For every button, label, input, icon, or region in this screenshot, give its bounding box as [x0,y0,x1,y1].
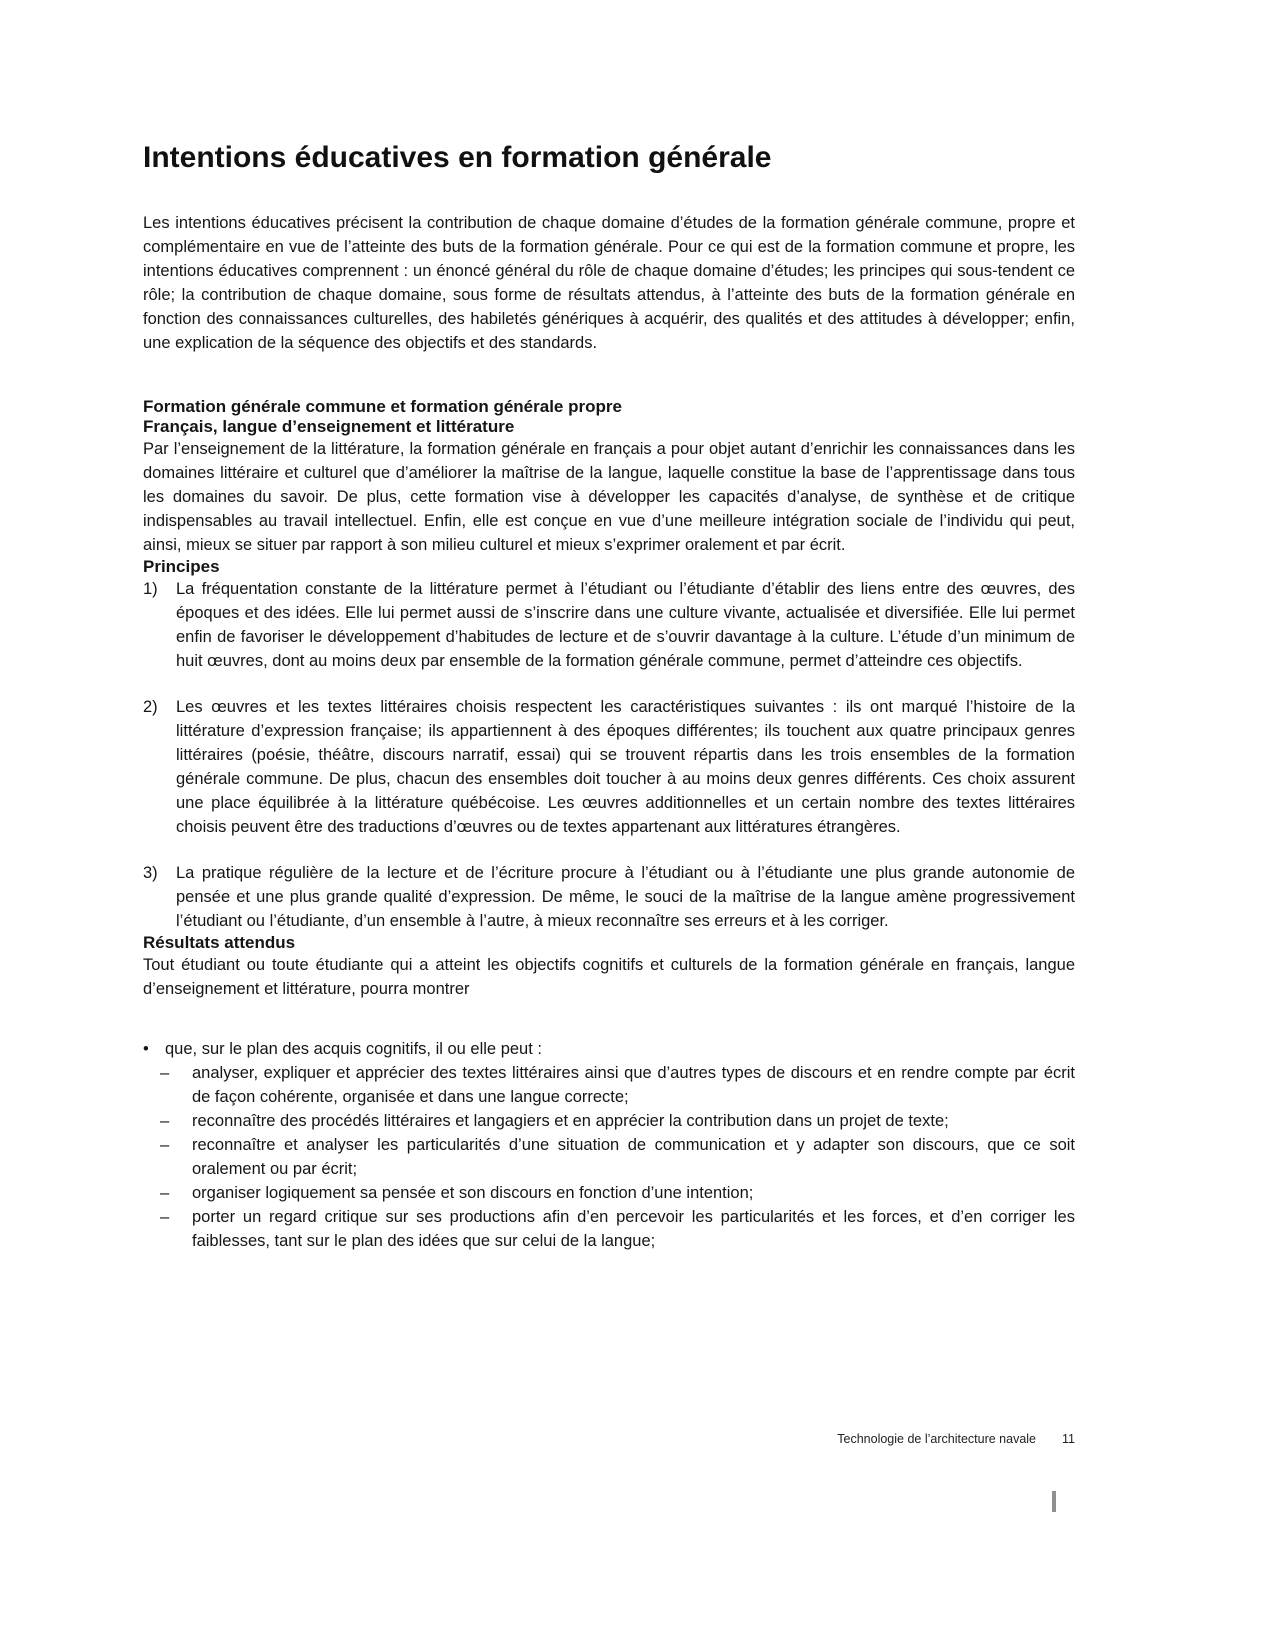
results-bullet-item [143,1037,1075,1061]
results-dash-item-4 [143,1181,1075,1205]
results-dash-text-3: reconnaître et analyser les particularités d’une situation de communication et y adapter son discours, que ce soit oralement ou par écrit; [192,1136,1075,1178]
results-bullet-text: que, sur le plan des acquis cognitifs, il ou elle peut : [165,1040,542,1058]
footer-page-number: 11 [1062,1432,1075,1446]
principle-text-1: La fréquentation constante de la littérature permet à l’étudiant ou l’étudiante d’établir des liens entre des œuvres, des époques et des idées. Elle lui permet aussi de s’inscrire dans une culture vivante, actualisée et diversifiée. Elle lui permet enfin de favoriser le développement d’habitudes de lecture et de s’ouvrir davantage à la culture. L’étude d’un minimum de huit œuvres, dont au moins deux par ensemble de la formation générale commune, permet d’atteindre ces objectifs. [176,580,1075,670]
results-dash-text-2: reconnaître des procédés littéraires et langagiers et en apprécier la contribution dans un projet de texte; [192,1112,949,1130]
dash-icon: – [160,1208,170,1226]
dash-icon: – [160,1064,170,1082]
results-dash-item-3 [143,1133,1075,1181]
principle-item-1 [143,577,1075,673]
dash-icon: – [160,1112,170,1130]
page-footer [837,1432,1075,1446]
principle-number-2: 2) [143,698,158,716]
subsection-heading-francais: Français, langue d’enseignement et littérature [143,417,515,436]
intro-paragraph: Les intentions éducatives précisent la contribution de chaque domaine d’études de la formation générale commune, propre et complémentaire en vue de l’atteinte des buts de la formation générale. Pour ce qui est de la formation commune et propre, les intentions éducatives comprennent : un énoncé général du rôle de chaque domaine d’études; les principes qui sous-tendent ce rôle; la contribution de chaque domaine, sous forme de résultats attendus, à l’atteinte des buts de la formation générale en fonction des connaissances culturelles, des habiletés génériques à acquérir, des qualités et des attitudes à développer; enfin, une explication de la séquence des objectifs et des standards. [143,214,1075,352]
principle-text-3: La pratique régulière de la lecture et de l’écriture procure à l’étudiant ou à l’étudiante une plus grande autonomie de pensée et une plus grande qualité d’expression. De même, le souci de la maîtrise de la langue amène progressivement l’étudiant ou l’étudiante, d’un ensemble à l’autre, à mieux reconnaître ses erreurs et à les corriger. [176,864,1075,930]
results-dash-item-2 [143,1109,1075,1133]
results-intro-paragraph: Tout étudiant ou toute étudiante qui a atteint les objectifs cognitifs et culturels de la formation générale en français, langue d’enseignement et littérature, pourra montrer [143,956,1075,998]
section-heading-formation: Formation générale commune et formation générale propre [143,397,622,416]
principle-number-3: 3) [143,864,158,882]
results-dash-item-1 [143,1061,1075,1109]
principle-item-3 [143,861,1075,933]
francais-paragraph: Par l’enseignement de la littérature, la formation générale en français a pour objet autant d’enrichir les connaissances dans les domaines littéraire et culturel que d’améliorer la maîtrise de la langue, laquelle constitue la base de l’apprentissage dans tous les domaines du savoir. De plus, cette formation vise à développer les capacités d’analyse, de synthèse et de critique indispensables au travail intellectuel. Enfin, elle est conçue en vue d’une meilleure intégration sociale de l’individu qui peut, ainsi, mieux se situer par rapport à son milieu culturel et mieux s’exprimer oralement et par écrit. [143,440,1075,554]
footer-document-title: Technologie de l’architecture navale [837,1432,1037,1446]
results-heading: Résultats attendus [143,933,296,952]
bullet-icon: • [143,1040,149,1058]
text-cursor-mark [1052,1491,1056,1512]
results-dash-item-5 [143,1205,1075,1253]
dash-icon: – [160,1184,170,1202]
results-dash-text-5: porter un regard critique sur ses productions afin d’en percevoir les particularités et les forces, et d’en corriger les faiblesses, tant sur le plan des idées que sur celui de la langue; [192,1208,1075,1250]
results-dash-text-1: analyser, expliquer et apprécier des textes littéraires ainsi que d’autres types de discours et en rendre compte par écrit de façon cohérente, organisée et dans une langue correcte; [192,1064,1075,1106]
principle-number-1: 1) [143,580,158,598]
results-dash-text-4: organiser logiquement sa pensée et son discours en fonction d’une intention; [192,1184,754,1202]
dash-icon: – [160,1136,170,1154]
page-title: Intentions éducatives en formation générale [143,141,772,174]
principle-item-2 [143,695,1075,839]
principles-heading: Principes [143,557,220,576]
principle-text-2: Les œuvres et les textes littéraires choisis respectent les caractéristiques suivantes : ils ont marqué l’histoire de la littérature d’expression française; ils appartiennent à des époques différentes; ils touchent aux quatre principaux genres littéraires (poésie, théâtre, discours narratif, essai) qui se trouvent répartis dans les trois ensembles de la formation générale commune. De plus, chacun des ensembles doit toucher à au moins deux genres différents. Ces choix assurent une place équilibrée à la littérature québécoise. Les œuvres additionnelles et un certain nombre des textes littéraires choisis peuvent être des traductions d’œuvres ou de textes appartenant aux littératures étrangères. [176,698,1075,836]
